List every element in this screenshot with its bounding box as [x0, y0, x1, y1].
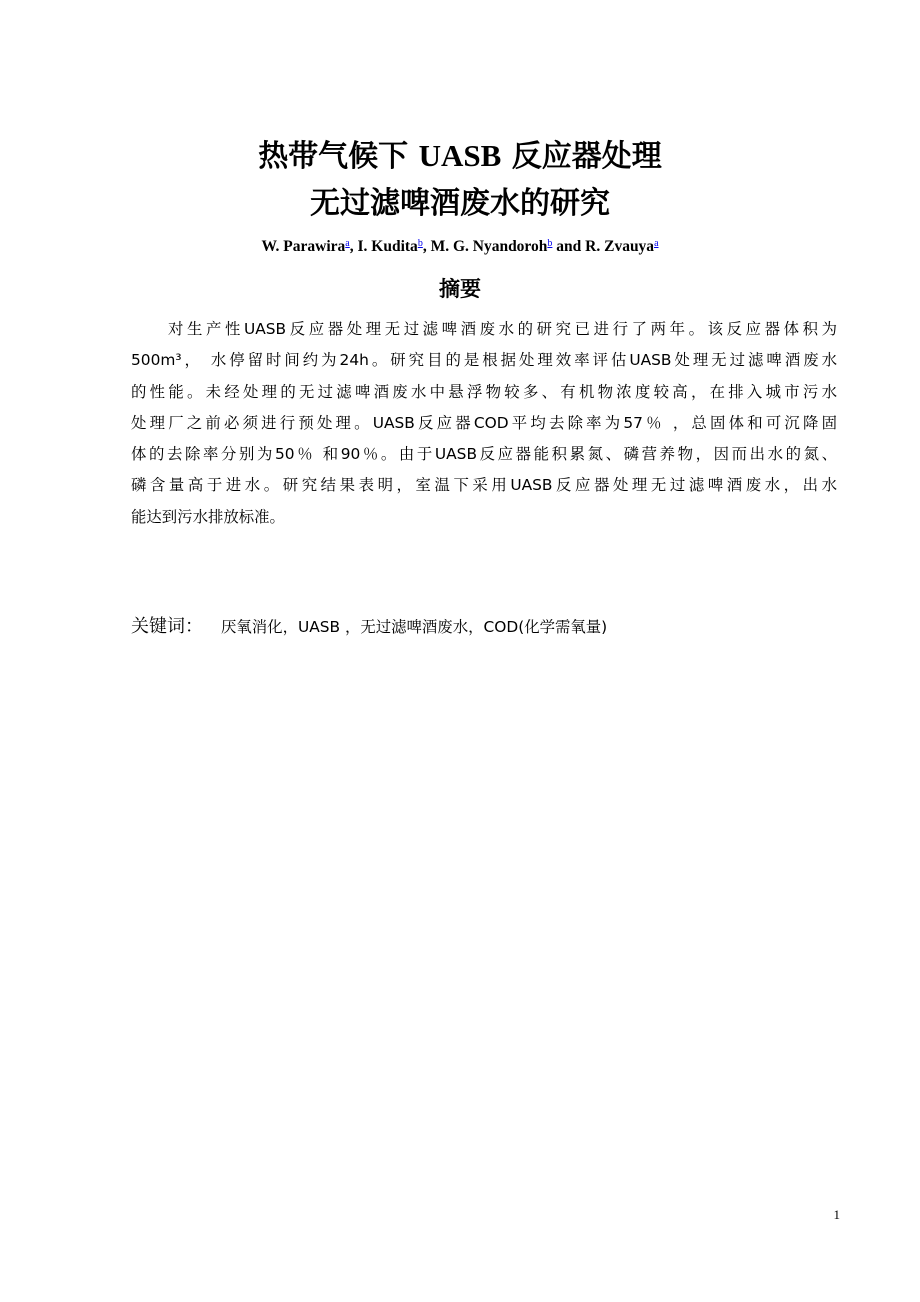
- keywords-label: 关键词：: [131, 616, 203, 637]
- author-affiliation-marker: [654, 238, 658, 249]
- author-name: W. Parawira: [261, 238, 346, 255]
- author-separator: and: [552, 238, 586, 255]
- keywords-section: [131, 612, 837, 642]
- title-part-2: 反应器处理: [501, 139, 662, 174]
- abstract-line: 对生产性UASB反应器处理无过滤啤酒废水的研究已进行了两年。该反应器体积为: [168, 320, 837, 338]
- author-name: M. G. Nyandoroh: [430, 238, 548, 255]
- paper-title-line-1: [0, 136, 920, 177]
- author-list: [0, 236, 920, 258]
- abstract-line: 能达到污水排放标准。: [131, 507, 285, 526]
- author-name: R. Zvauya: [585, 238, 655, 255]
- affiliation-link[interactable]: b: [417, 238, 423, 249]
- page-number: 1: [833, 1207, 840, 1222]
- affiliation-link[interactable]: b: [547, 238, 553, 249]
- author-separator: ,: [349, 238, 358, 255]
- author-name: I. Kudita: [357, 238, 418, 255]
- abstract-body: [131, 314, 837, 533]
- title-part-latin: UASB: [418, 138, 502, 173]
- abstract-heading: 摘要: [439, 277, 481, 301]
- paper-title-line-2: 无过滤啤酒废水的研究: [310, 186, 610, 221]
- keywords-text: 厌氧消化，UASB ，无过滤啤酒废水，COD(化学需氧量): [221, 618, 608, 636]
- affiliation-link[interactable]: a: [345, 238, 350, 249]
- abstract-line: 500m³， 水停留时间约为24h。研究目的是根据处理效率评估UASB处理无过滤啤酒废水: [131, 351, 837, 370]
- title-part-1: 热带气候下: [258, 139, 419, 174]
- abstract-line: 体的去除率分别为50％ 和90％。由于UASB反应器能积累氮、磷营养物，因而出水的氮、: [131, 445, 837, 464]
- abstract-line: 的性能。未经处理的无过滤啤酒废水中悬浮物较多、有机物浓度较高，在排入城市污水: [131, 382, 837, 401]
- affiliation-link[interactable]: a: [654, 238, 659, 249]
- abstract-line: 磷含量高于进水。研究结果表明，室温下采用UASB反应器处理无过滤啤酒废水，出水: [131, 476, 837, 495]
- author-separator: ,: [422, 238, 431, 255]
- abstract-line: 处理厂之前必须进行预处理。UASB反应器COD平均去除率为57％ ，总固体和可沉降固: [131, 413, 837, 432]
